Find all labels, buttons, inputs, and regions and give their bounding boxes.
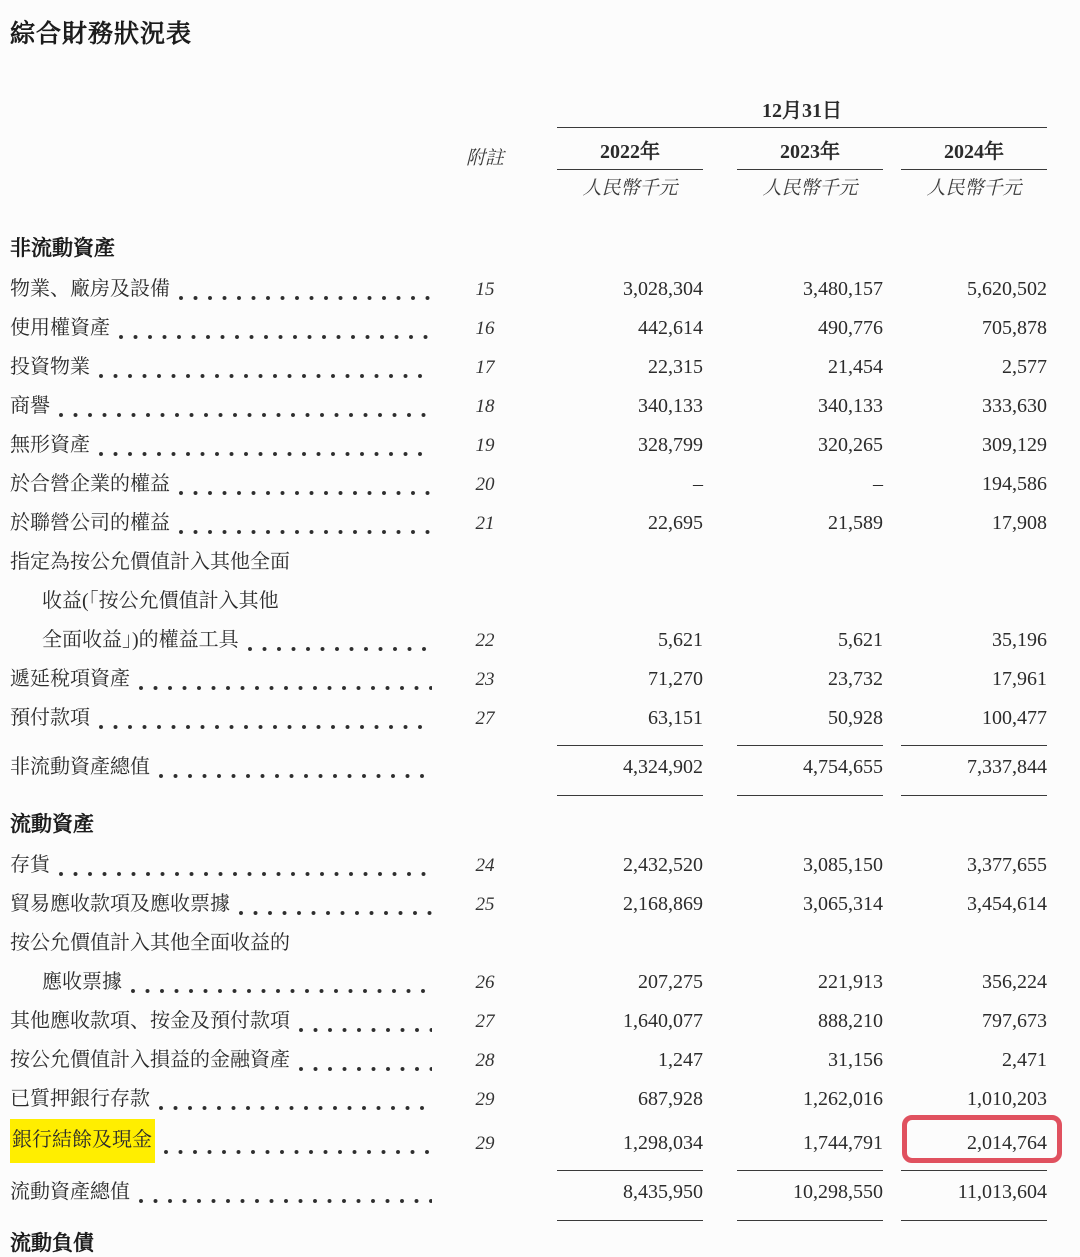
note-ref: 15: [475, 279, 495, 300]
total-label: 非流動資產總值: [10, 756, 150, 778]
note-ref: 22: [475, 630, 495, 651]
total-label: 流動資產總值: [10, 1181, 130, 1203]
value-2024: 356,224: [982, 971, 1047, 993]
value-2022: 340,133: [638, 395, 703, 417]
table-row-associates: [10, 504, 1080, 543]
row-label-line1: 指定為按公允價值計入其他全面: [10, 551, 290, 573]
value-2023: 3,480,157: [803, 278, 883, 300]
table-row-fvtpl-financial-assets: [10, 1041, 1080, 1080]
table-row-investment-property: [10, 348, 1080, 387]
note-ref: 17: [475, 357, 495, 378]
note-ref: 27: [475, 1011, 495, 1032]
value-2024: 1,010,203: [967, 1088, 1047, 1110]
table-row-other-receivables: [10, 1002, 1080, 1041]
dot-leader: [131, 989, 432, 993]
unit-label-2024: 人民幣千元: [926, 178, 1022, 199]
table-row-goodwill: [10, 387, 1080, 426]
value-2023: 1,744,791: [803, 1132, 883, 1154]
note-ref: 25: [475, 894, 495, 915]
note-ref: 20: [475, 474, 495, 495]
year-header-2023: 2023年: [737, 135, 883, 170]
value-2023: 3,085,150: [803, 854, 883, 876]
row-label-line3: 全面收益」)的權益工具: [42, 629, 239, 651]
row-label: 使用權資產: [10, 317, 110, 339]
row-label: 預付款項: [10, 707, 90, 729]
value-2023: 490,776: [818, 317, 883, 339]
year-header-row: [10, 135, 1080, 170]
value-2023: 221,913: [818, 971, 883, 993]
value-2022: 2,432,520: [623, 854, 703, 876]
value-2024: 17,961: [992, 668, 1047, 690]
row-label-line2: 應收票據: [42, 971, 122, 993]
value-2023: 320,265: [818, 434, 883, 456]
total-2022: 4,324,902: [623, 756, 703, 778]
note-ref: 24: [475, 855, 495, 876]
row-label: 於聯營公司的權益: [10, 512, 170, 534]
value-2023: 21,589: [828, 512, 883, 534]
table-row-total-noncurrent-assets: [10, 748, 1080, 787]
value-2023: 888,210: [818, 1010, 883, 1032]
row-label: 貿易應收款項及應收票據: [10, 893, 230, 915]
section-header-current-assets: 流動資產: [10, 813, 94, 836]
value-2024: 17,908: [992, 512, 1047, 534]
total-2024: 7,337,844: [967, 756, 1047, 778]
value-2022: 207,275: [638, 971, 703, 993]
value-2022: 63,151: [648, 707, 703, 729]
value-2023: –: [873, 473, 883, 495]
page-title: 綜合財務狀況表: [10, 20, 193, 48]
value-2023: 31,156: [828, 1049, 883, 1071]
total-2022: 8,435,950: [623, 1181, 703, 1203]
year-header-2024: 2024年: [901, 135, 1047, 170]
value-2024: 2,577: [1002, 356, 1047, 378]
value-2022: –: [693, 473, 703, 495]
note-ref: 23: [475, 669, 495, 690]
table-row-pledged-bank-deposits: [10, 1080, 1080, 1119]
value-2024: 194,586: [982, 473, 1047, 495]
note-ref: 16: [475, 318, 495, 339]
value-2022: 22,315: [648, 356, 703, 378]
row-label-highlighted: 銀行結餘及現金: [10, 1119, 155, 1163]
row-label: 存貨: [10, 854, 50, 876]
date-underline: [557, 127, 1047, 128]
value-2022: 3,028,304: [623, 278, 703, 300]
table-row-prepayments: [10, 699, 1080, 738]
total-2024: 11,013,604: [957, 1181, 1047, 1203]
note-ref: 29: [475, 1089, 495, 1110]
value-2022: 1,298,034: [623, 1132, 703, 1154]
value-2023: 50,928: [828, 707, 883, 729]
row-label: 投資物業: [10, 356, 90, 378]
dot-leader: [239, 911, 432, 915]
value-2024: 3,377,655: [967, 854, 1047, 876]
note-ref: 26: [475, 972, 495, 993]
dot-leader: [179, 530, 432, 534]
value-2022: 71,270: [648, 668, 703, 690]
value-2024-boxed: 2,014,764: [967, 1132, 1047, 1154]
note-ref: 27: [475, 708, 495, 729]
value-2022: 442,614: [638, 317, 703, 339]
value-2024: 333,630: [982, 395, 1047, 417]
row-label: 按公允價值計入損益的金融資產: [10, 1049, 290, 1071]
value-2024: 100,477: [982, 707, 1047, 729]
subtotal-rule-bottom: [10, 1220, 1080, 1221]
subtotal-rule-bottom: [10, 795, 1080, 796]
unit-label-2023: 人民幣千元: [762, 178, 858, 199]
date-header: 12月31日: [762, 100, 842, 122]
note-ref: 29: [475, 1133, 495, 1154]
dot-leader: [59, 413, 432, 417]
value-2024: 35,196: [992, 629, 1047, 651]
value-2023: 21,454: [828, 356, 883, 378]
dot-leader: [139, 686, 432, 690]
subtotal-rule-top: [10, 745, 1080, 746]
value-2023: 340,133: [818, 395, 883, 417]
note-ref: 18: [475, 396, 495, 417]
row-label: 無形資產: [10, 434, 90, 456]
value-2023: 1,262,016: [803, 1088, 883, 1110]
table-row-intangible-assets: [10, 426, 1080, 465]
dot-leader: [99, 725, 432, 729]
row-label: 其他應收款項、按金及預付款項: [10, 1010, 290, 1032]
table-header: [10, 94, 1080, 200]
section-header-noncurrent-assets: 非流動資產: [10, 237, 115, 260]
row-label-line2: 收益(「按公允價值計入其他: [42, 590, 279, 612]
note-ref: 28: [475, 1050, 495, 1071]
value-2024: 309,129: [982, 434, 1047, 456]
table-row-joint-ventures: [10, 465, 1080, 504]
dot-leader: [179, 296, 432, 300]
value-2023: 3,065,314: [803, 893, 883, 915]
dot-leader: [248, 647, 432, 651]
dot-leader: [119, 335, 432, 339]
dot-leader: [99, 452, 432, 456]
value-2022: 687,928: [638, 1088, 703, 1110]
note-column-header: 附註: [465, 148, 504, 169]
row-label: 遞延稅項資產: [10, 668, 130, 690]
row-label: 已質押銀行存款: [10, 1088, 150, 1110]
dot-leader: [164, 1150, 432, 1154]
clipped-section-header: 流動負債: [10, 1232, 94, 1255]
value-2024: 705,878: [982, 317, 1047, 339]
dot-leader: [59, 872, 432, 876]
unit-header-row: [10, 173, 1080, 200]
value-2022: 1,640,077: [623, 1010, 703, 1032]
table-row-fvtoci-bills: [10, 924, 1080, 1002]
note-ref: 19: [475, 435, 495, 456]
value-2022: 5,621: [658, 629, 703, 651]
table-row-fvtoci-equity-instruments: [10, 543, 1080, 660]
dot-leader: [139, 1199, 432, 1203]
unit-label-2022: 人民幣千元: [582, 178, 678, 199]
dot-leader: [99, 374, 432, 378]
table-row-ppe: [10, 270, 1080, 309]
value-2024: 5,620,502: [967, 278, 1047, 300]
row-label: 物業、廠房及設備: [10, 278, 170, 300]
dot-leader: [179, 491, 432, 495]
value-2023: 5,621: [838, 629, 883, 651]
value-2022: 2,168,869: [623, 893, 703, 915]
value-2023: 23,732: [828, 668, 883, 690]
value-2022: 328,799: [638, 434, 703, 456]
dot-leader: [299, 1028, 432, 1032]
table-row-right-of-use: [10, 309, 1080, 348]
value-2022: 1,247: [658, 1049, 703, 1071]
row-label: 於合營企業的權益: [10, 473, 170, 495]
dot-leader: [159, 1106, 432, 1110]
value-2024: 2,471: [1002, 1049, 1047, 1071]
note-ref: 21: [475, 513, 495, 534]
row-label: 商譽: [10, 395, 50, 417]
dot-leader: [299, 1067, 432, 1071]
dot-leader: [159, 774, 432, 778]
table-row-deferred-tax-assets: [10, 660, 1080, 699]
value-2024: 797,673: [982, 1010, 1047, 1032]
table-row-bank-balances-and-cash: [10, 1119, 1080, 1163]
table-row-trade-receivables: [10, 885, 1080, 924]
total-2023: 10,298,550: [793, 1181, 883, 1203]
value-2022: 22,695: [648, 512, 703, 534]
subtotal-rule-top: [10, 1170, 1080, 1171]
year-header-2022: 2022年: [557, 135, 703, 170]
total-2023: 4,754,655: [803, 756, 883, 778]
value-2024: 3,454,614: [967, 893, 1047, 915]
row-label-line1: 按公允價值計入其他全面收益的: [10, 932, 290, 954]
table-row-total-current-assets: [10, 1173, 1080, 1212]
table-row-inventories: [10, 846, 1080, 885]
